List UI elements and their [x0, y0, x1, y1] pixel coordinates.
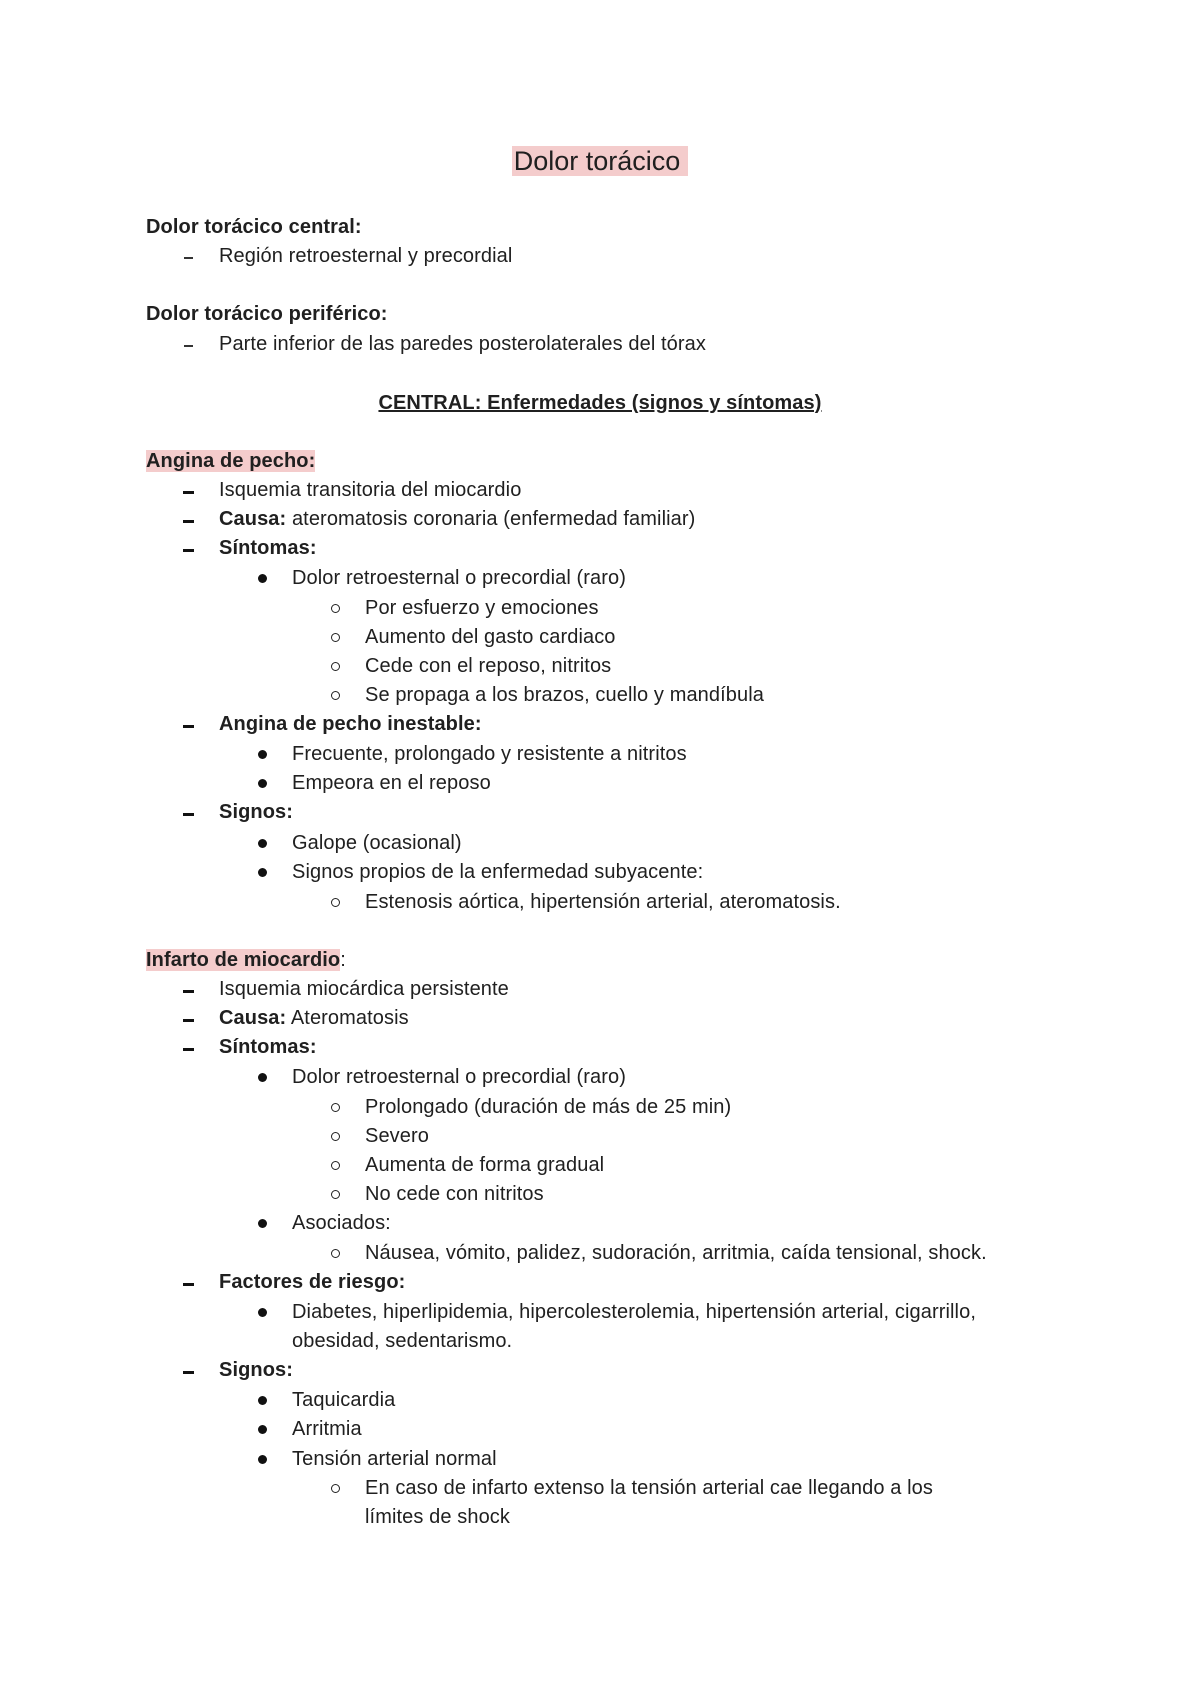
angina-signos-label: Signos:: [219, 801, 294, 823]
disc-bullet: [258, 839, 267, 848]
dash-bullet: [184, 257, 193, 259]
dash-bullet: [183, 1019, 194, 1022]
angina-sintoma-sub: Cede con el reposo, nitritos: [365, 655, 612, 677]
infarto-signo-sub: límites de shock: [365, 1506, 510, 1528]
infarto-asociados-sub: Náusea, vómito, palidez, sudoración, arritmia, caída tensional, shock.: [365, 1242, 987, 1264]
angina-signo: Signos propios de la enfermedad subyacente:: [292, 861, 704, 883]
dash-bullet: [183, 813, 194, 816]
dash-bullet: [183, 1371, 194, 1374]
dash-bullet: [183, 1048, 194, 1051]
central-item: Región retroesternal y precordial: [219, 245, 513, 267]
angina-heading: Angina de pecho:: [146, 450, 316, 472]
angina-inestable-item: Empeora en el reposo: [292, 772, 491, 794]
ring-bullet: [331, 1484, 340, 1493]
dash-bullet: [183, 549, 194, 552]
angina-sintoma-sub: Por esfuerzo y emociones: [365, 597, 599, 619]
disc-bullet: [258, 868, 267, 877]
infarto-sintoma-sub: Severo: [365, 1125, 429, 1147]
infarto-signo: Arritmia: [292, 1418, 362, 1440]
disc-bullet: [258, 1219, 267, 1228]
infarto-signos-label: Signos:: [219, 1359, 294, 1381]
angina-item: Isquemia transitoria del miocardio: [219, 479, 522, 501]
infarto-signo: Tensión arterial normal: [292, 1448, 497, 1470]
infarto-sintoma-sub: Aumenta de forma gradual: [365, 1154, 605, 1176]
angina-sintomas-label: Síntomas:: [219, 537, 317, 559]
infarto-sintoma-sub: Prolongado (duración de más de 25 min): [365, 1096, 732, 1118]
disc-bullet: [258, 1425, 267, 1434]
ring-bullet: [331, 662, 340, 671]
disc-bullet: [258, 1455, 267, 1464]
ring-bullet: [331, 1132, 340, 1141]
infarto-sintomas-label: Síntomas:: [219, 1036, 317, 1058]
angina-signo-sub: Estenosis aórtica, hipertensión arterial, ateromatosis.: [365, 891, 841, 913]
infarto-riesgo-label: Factores de riesgo:: [219, 1271, 406, 1293]
dash-bullet: [183, 725, 194, 728]
angina-inestable-item: Frecuente, prolongado y resistente a nitritos: [292, 743, 687, 765]
infarto-sintoma-sub: No cede con nitritos: [365, 1183, 544, 1205]
disc-bullet: [258, 779, 267, 788]
ring-bullet: [331, 898, 340, 907]
ring-bullet: [331, 1190, 340, 1199]
ring-bullet: [331, 1249, 340, 1258]
infarto-asociados: Asociados:: [292, 1212, 391, 1234]
disc-bullet: [258, 574, 267, 583]
ring-bullet: [331, 633, 340, 642]
ring-bullet: [331, 1103, 340, 1112]
angina-sintoma-sub: Aumento del gasto cardiaco: [365, 626, 616, 648]
disc-bullet: [258, 1073, 267, 1082]
ring-bullet: [331, 604, 340, 613]
ring-bullet: [331, 691, 340, 700]
disc-bullet: [258, 1308, 267, 1317]
infarto-heading: Infarto de miocardio:: [146, 949, 346, 971]
infarto-causa: Causa: Ateromatosis: [219, 1007, 409, 1029]
infarto-riesgo-line: obesidad, sedentarismo.: [292, 1330, 513, 1352]
dash-bullet: [183, 520, 194, 523]
infarto-item: Isquemia miocárdica persistente: [219, 978, 509, 1000]
infarto-signo: Taquicardia: [292, 1389, 396, 1411]
infarto-sintoma-main: Dolor retroesternal o precordial (raro): [292, 1066, 627, 1088]
angina-inestable-label: Angina de pecho inestable:: [219, 713, 482, 735]
dash-bullet: [183, 491, 194, 494]
dash-bullet: [184, 345, 193, 347]
disc-bullet: [258, 1396, 267, 1405]
angina-causa: Causa: ateromatosis coronaria (enfermedad familiar): [219, 508, 696, 530]
section-title: CENTRAL: Enfermedades (signos y síntomas): [378, 392, 822, 414]
peripheral-heading: Dolor torácico periférico:: [146, 303, 388, 325]
disc-bullet: [258, 750, 267, 759]
angina-sintoma-main: Dolor retroesternal o precordial (raro): [292, 567, 627, 589]
infarto-riesgo-line: Diabetes, hiperlipidemia, hipercolesterolemia, hipertensión arterial, cigarrillo,: [292, 1301, 976, 1323]
peripheral-item: Parte inferior de las paredes posterolaterales del tórax: [219, 333, 706, 355]
page-title: Dolor torácico: [0, 143, 1200, 179]
angina-sintoma-sub: Se propaga a los brazos, cuello y mandíbula: [365, 684, 764, 706]
central-heading: Dolor torácico central:: [146, 216, 362, 238]
ring-bullet: [331, 1161, 340, 1170]
angina-signo: Galope (ocasional): [292, 832, 462, 854]
dash-bullet: [183, 990, 194, 993]
dash-bullet: [183, 1283, 194, 1286]
infarto-signo-sub: En caso de infarto extenso la tensión arterial cae llegando a los: [365, 1477, 933, 1499]
